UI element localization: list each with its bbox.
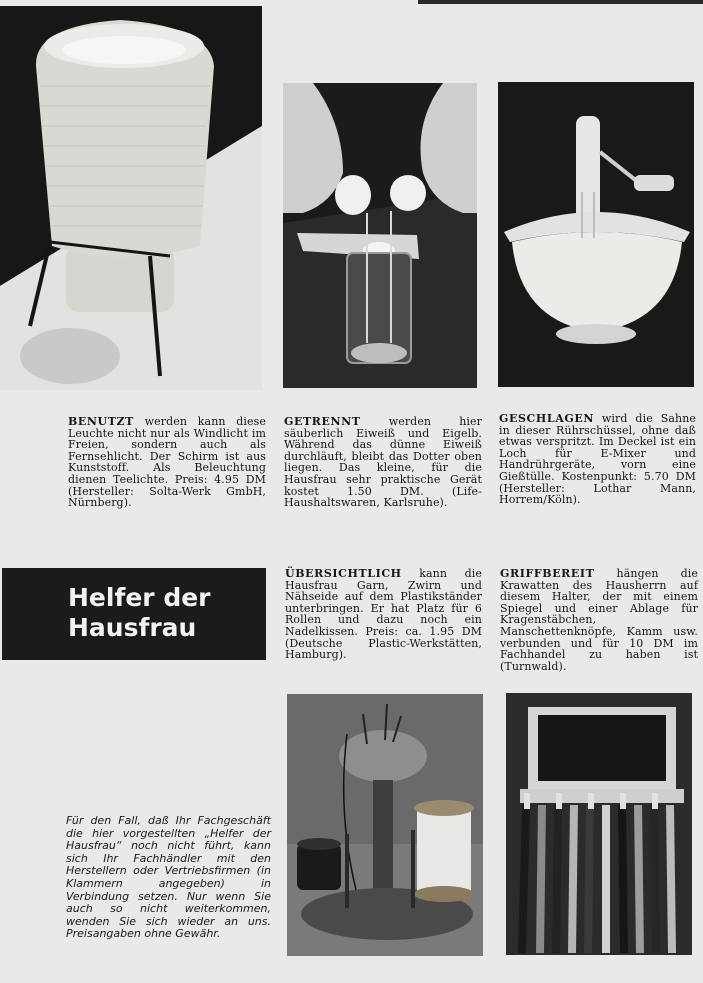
caption-text: hängen die Krawatten des Hausherrn auf diesem Halter, der mit einem Spiegel und einer Ablage für Kragenstäbchen, Manschettenknöpfe, Kamm usw. verbunden und für 10 DM im Fachhandel zu haben ist (Turnwald).: [500, 567, 698, 673]
mixing-bowl-photo: [498, 82, 694, 387]
page-edge: [418, 0, 703, 4]
egg-separator-photo: [283, 83, 477, 388]
caption-text: werden hier säuberlich Eiweiß und Eigelb. Während das dünne Eiweiß durchläuft, bleibt das Dotter oben liegen. Das kleine, für die Hausfrau sehr praktische Gerät kostet 1.50 DM. (Life-Haushaltswaren, Karlsruhe).: [284, 415, 482, 510]
caption-lead: BENUTZT: [68, 415, 134, 428]
bowl-caption: [499, 413, 696, 506]
lamp-photo: [0, 6, 262, 390]
caption-lead: GRIFFBEREIT: [500, 567, 595, 580]
caption-text: werden kann diese Leuchte nicht nur als Windlicht im Freien, sondern auch als Fernsehlicht. Der Schirm ist aus Kunststoff. Als Beleuchtung dienen Teelichte. Preis: 4.95 DM (Hersteller: Solta-Werk GmbH, Nürnberg).: [68, 415, 266, 510]
ties-caption: [500, 568, 698, 672]
egg-caption: [284, 416, 482, 509]
sewing-caption: [285, 568, 482, 661]
tie-rack-photo: [506, 693, 692, 955]
availability-note: Für den Fall, daß Ihr Fachgeschäft die hier vorgestellten „Helfer der Hausfrau“ noch nicht führt, kann sich Ihr Fachhändler mit den Herstellern oder Vertriebsfirmen (in Klammern angegeben) in Verbindung setzen. Nur wenn Sie auch so nicht weiterkommen, wenden Sie sich wieder an uns. Preisangaben ohne Gewähr.: [66, 814, 271, 941]
lamp-caption: [68, 416, 266, 509]
section-title-line1: Helfer der: [68, 583, 211, 612]
section-title-line2: Hausfrau: [68, 613, 197, 642]
caption-lead: GESCHLAGEN: [499, 412, 594, 425]
caption-text: wird die Sahne in dieser Rührschüssel, ohne daß etwas verspritzt. Im Deckel ist ein Loch für E-Mixer und Handrührgeräte, vorn eine Gießtülle. Kostenpunkt: 5.70 DM (Hersteller: Lothar Mann, Horrem/Köln).: [499, 412, 696, 507]
caption-text: kann die Hausfrau Garn, Zwirn und Nähseide auf dem Plastikständer unterbringen. Er hat Platz für 6 Rollen und dazu noch ein Nadelkissen. Preis: ca. 1.95 DM (Deutsche Plastic-Werkstätten, Hamburg).: [285, 567, 482, 662]
caption-lead: GETRENNT: [284, 415, 361, 428]
caption-lead: ÜBERSICHTLICH: [285, 567, 402, 580]
section-title-banner: [2, 568, 266, 660]
sewing-stand-photo: [287, 694, 483, 956]
